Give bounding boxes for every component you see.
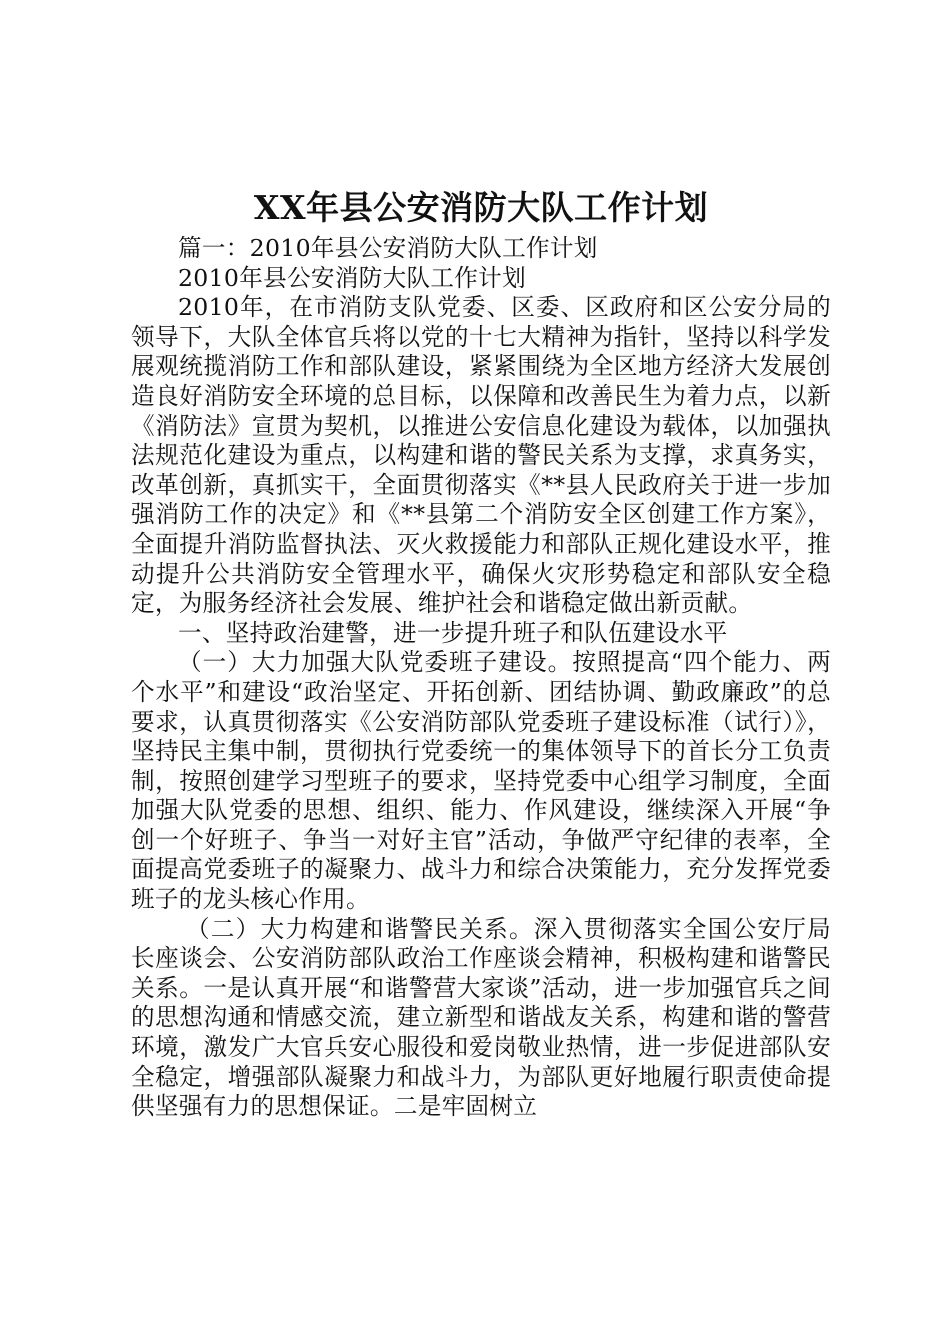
document-body — [131, 186, 831, 1122]
paragraph-article-label: 篇一：2010年县公安消防大队工作计划 — [178, 234, 598, 262]
section-heading-1: 一、坚持政治建警，进一步提升班子和队伍建设水平 — [178, 618, 728, 647]
paragraph-section-1-item-2: （二）大力构建和谐警民关系。深入贯彻落实全国公安厅局长座谈会、公安消防部队政治工作座谈会精神，积极构建和谐警民关系。一是认真开展“和谐警营大家谈”活动，进一步加强官兵之间的思想沟通和情感交流，建立新型和谐战友关系，构建和谐的警营环境，激发广大官兵安心服役和爱岗敬业热情，进一步促进部队安全稳定，增强部队凝聚力和战斗力，为部队更好地履行职责使命提供坚强有力的思想保证。二是牢固树立 — [131, 914, 831, 1121]
document-title: XX年县公安消防大队工作计划 — [253, 188, 709, 227]
paragraph-section-1-item-1: （一）大力加强大队党委班子建设。按照提高“四个能力、两个水平”和建设“政治坚定、开拓创新、团结协调、勤政廉政”的总要求，认真贯彻落实《公安消防部队党委班子建设标准（试行）》，坚持民主集中制，贯彻执行党委统一的集体领导下的首长分工负责制，按照创建学习型班子的要求，坚持党委中心组学习制度，全面加强大队党委的思想、组织、能力、作风建设，继续深入开展“争创一个好班子、争当一对好主官”活动，争做严守纪律的表率，全面提高党委班子的凝聚力、战斗力和综合决策能力，充分发挥党委班子的龙头核心作用。 — [131, 648, 831, 914]
paragraph-subtitle: 2010年县公安消防大队工作计划 — [178, 263, 526, 292]
paragraph-intro: 2010年，在市消防支队党委、区委、区政府和区公安分局的领导下，大队全体官兵将以党的十七大精神为指针，坚持以科学发展观统揽消防工作和部队建设，紧紧围绕为全区地方经济大发展创造良好消防安全环境的总目标，以保障和改善民生为着力点，以新《消防法》宣贯为契机，以推进公安信息化建设为载体，以加强执法规范化建设为重点，以构建和谐的警民关系为支撑，求真务实，改革创新，真抓实干，全面贯彻落实《**县人民政府关于进一步加强消防工作的决定》和《**县第二个消防安全区创建工作方案》，全面提升消防监督执法、灭火救援能力和部队正规化建设水平，推动提升公共消防安全管理水平，确保火灾形势稳定和部队安全稳定，为服务经济社会发展、维护社会和谐稳定做出新贡献。 — [131, 293, 831, 618]
